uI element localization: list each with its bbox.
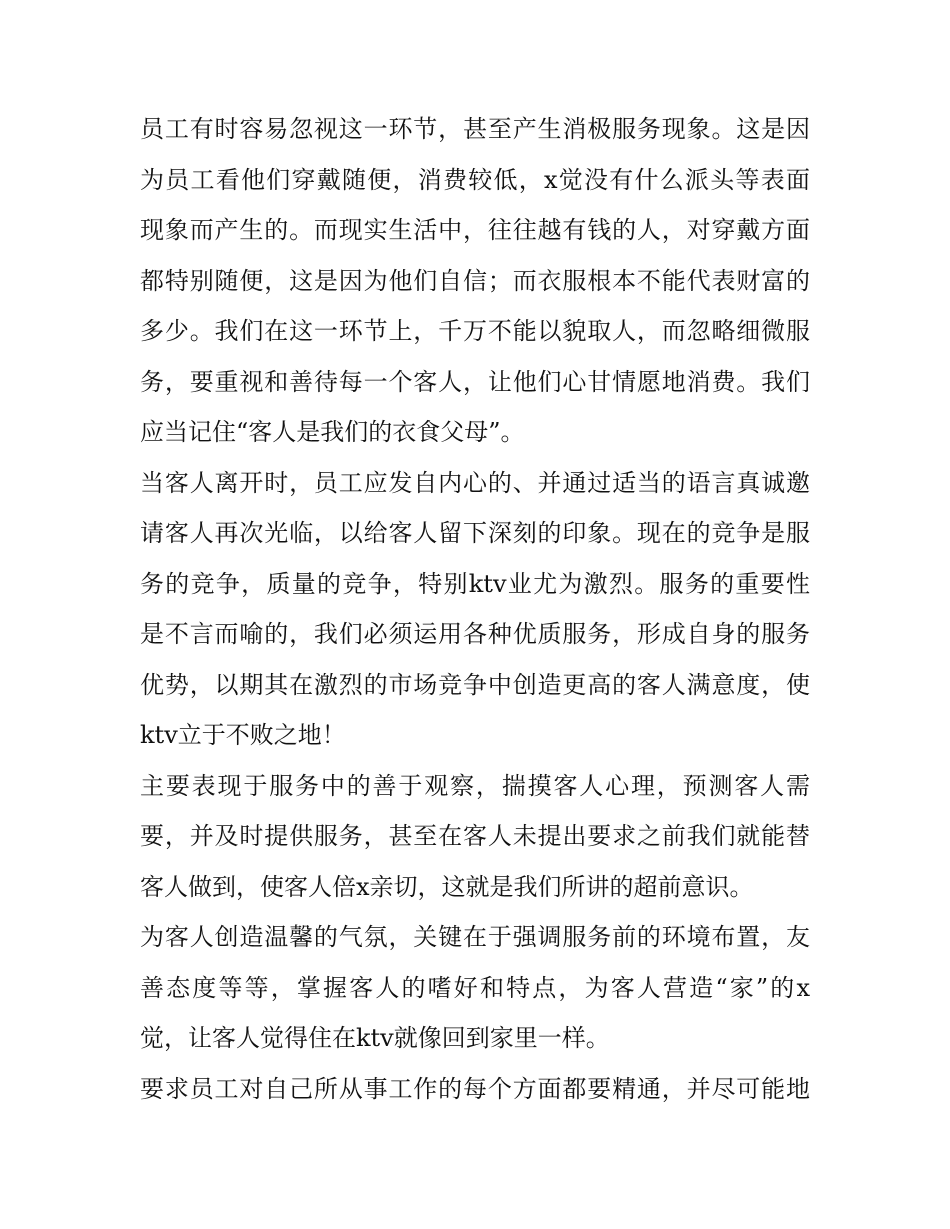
text-line: ktv立于不败之地！ [140, 721, 346, 749]
text-line: 是不言而喻的，我们必须运用各种优质服务，形成自身的服务 [140, 620, 810, 648]
text-line: 客人做到，使客人倍x亲切，这就是我们所讲的超前意识。 [140, 872, 754, 901]
text-line: 善态度等等，掌握客人的嗜好和特点，为客人营造“家”的x [140, 973, 810, 1002]
text-line: 要，并及时提供服务，甚至在客人未提出要求之前我们就能替 [140, 822, 810, 850]
text-line: 都特别随便，这是因为他们自信；而衣服根本不能代表财富的 [140, 266, 810, 295]
text-line: 应当记住“客人是我们的衣食父母”。 [140, 418, 525, 446]
text-line: 优势，以期其在激烈的市场竞争中创造更高的客人满意度，使 [140, 670, 810, 699]
text-line: 员工有时容易忽视这一环节，甚至产生消极服务现象。这是因 [140, 115, 810, 143]
text-line: 要求员工对自己所从事工作的每个方面都要精通，并尽可能地 [140, 1074, 810, 1103]
text-line: 请客人再次光临，以给客人留下深刻的印象。现在的竞争是服 [140, 519, 810, 547]
text-line: 为客人创造温馨的气氛，关键在于强调服务前的环境布置，友 [140, 923, 810, 951]
text-line: 主要表现于服务中的善于观察，揣摸客人心理，预测客人需 [140, 771, 810, 800]
text-line: 多少。我们在这一环节上，千万不能以貌取人，而忽略细微服 [140, 317, 810, 345]
text-line: 当客人离开时，员工应发自内心的、并通过适当的语言真诚邀 [140, 468, 810, 497]
text-line: 现象而产生的。而现实生活中，往往越有钱的人，对穿戴方面 [140, 216, 810, 244]
text-line: 务，要重视和善待每一个客人，让他们心甘情愿地消费。我们 [140, 367, 810, 396]
text-line: 为员工看他们穿戴随便，消费较低，x觉没有什么派头等表面 [140, 165, 810, 194]
text-line: 务的竞争，质量的竞争，特别ktv业尤为激烈。服务的重要性 [140, 569, 810, 598]
text-line: 觉，让客人觉得住在ktv就像回到家里一样。 [140, 1024, 610, 1052]
document-body [140, 104, 810, 1114]
